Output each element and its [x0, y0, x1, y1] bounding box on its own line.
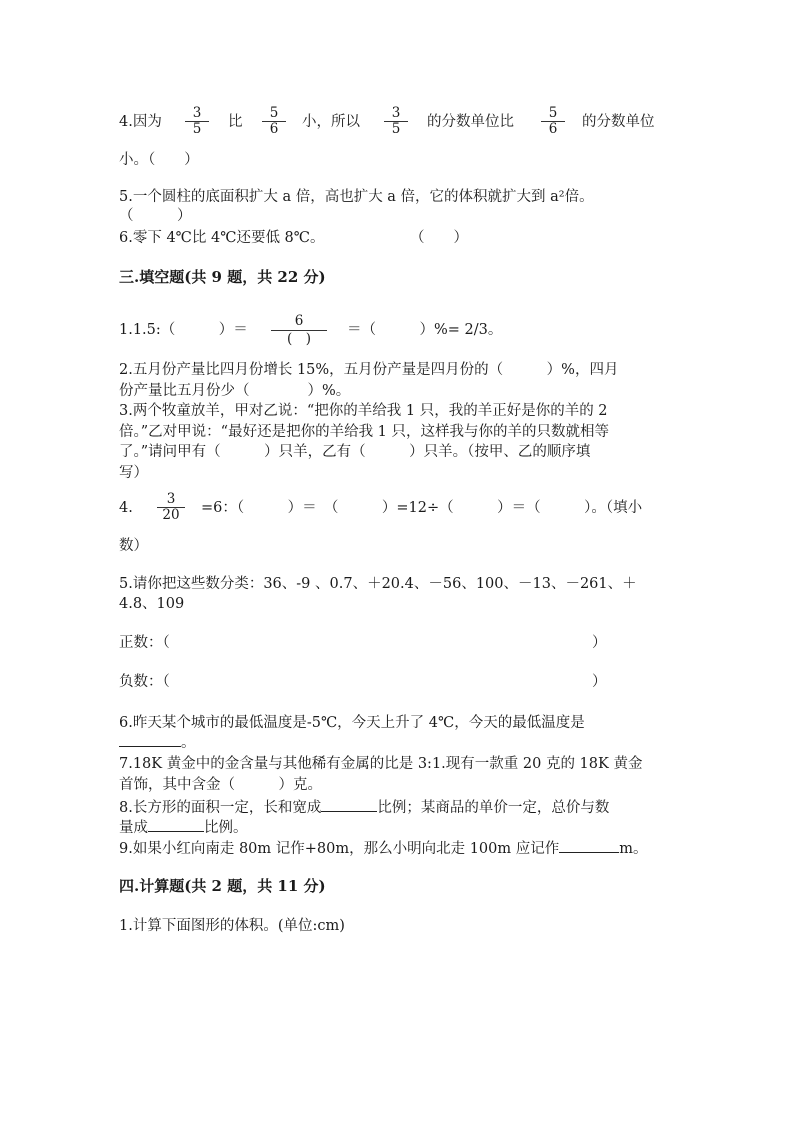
f7-line2: 首饰，其中含金（ ）克。 [119, 777, 322, 793]
q5-line2: （ ） [119, 208, 192, 224]
f3-line1: 3.两个牧童放羊，甲对乙说：“把你的羊给我 1 只，我的羊正好是你的羊的 2 [119, 403, 608, 419]
f1-fraction [271, 313, 327, 348]
denominator: 6 [269, 121, 279, 137]
f5-positive-label: 正数：（ [119, 635, 170, 651]
f4-tail: =6：（ ）＝ （ ）=12÷（ ）＝（ ）。（填小 [201, 500, 643, 516]
q4-lead: 4.因为 [119, 114, 162, 130]
q4-fraction-4 [541, 106, 565, 137]
f3-line4: 写） [119, 465, 148, 481]
f4-lead: 4. [119, 500, 133, 516]
q4-mid: 小，所以 [302, 114, 360, 130]
f8-line2-b: 比例。 [204, 820, 248, 836]
f3-line2: 倍。”乙对甲说：“最好还是把你的羊给我 1 只，这样我与你的羊的只数就相等 [119, 424, 610, 440]
denominator: 20 [162, 507, 180, 523]
f1-tail: ＝（ ）%= 2/3。 [347, 322, 503, 338]
f6-line1: 6.昨天某个城市的最低温度是-5℃，今天上升了 4℃，今天的最低温度是 [119, 715, 585, 731]
numerator: 6 [271, 313, 327, 331]
f5-negative-label: 负数：（ [119, 674, 170, 690]
numerator: 5 [262, 106, 286, 122]
f4-line2: 数） [119, 538, 148, 554]
section-title-fill-in: 三.填空题(共 9 题，共 22 分) [119, 268, 326, 286]
f4-fraction [157, 492, 185, 523]
numerator: 3 [384, 106, 408, 122]
answer-blank[interactable] [559, 838, 619, 853]
f9-text [119, 838, 648, 859]
q4-line2: 小。（ ） [119, 152, 199, 168]
numerator: 3 [185, 106, 209, 122]
f3-line3: 了。”请问甲有（ ）只羊，乙有（ ）只羊。（按甲、乙的顺序填 [119, 444, 591, 460]
f6-line2-tail: 。 [181, 735, 196, 751]
f5-negative-close: ） [592, 674, 607, 690]
f9-text-b: m。 [619, 841, 648, 857]
q4-fraction-1 [185, 106, 209, 137]
f1-lead: 1.1.5:（ ）＝ [119, 322, 248, 338]
q4-tail: 的分数单位 [582, 114, 655, 130]
q6-text: 6.零下 4℃比 4℃还要低 8℃。 [119, 230, 325, 246]
q6-paren: （ ） [410, 230, 468, 246]
f8-line1-b: 比例；某商品的单价一定，总价与数 [377, 800, 610, 816]
answer-blank[interactable] [321, 797, 377, 812]
section-title-calculation: 四.计算题(共 2 题，共 11 分) [119, 877, 326, 895]
answer-blank[interactable] [148, 817, 204, 832]
c1-text: 1.计算下面图形的体积。(单位:cm) [119, 918, 345, 934]
f8-line1-a: 8.长方形的面积一定，长和宽成 [119, 800, 322, 816]
f9-text-a: 9.如果小红向南走 80m 记作+80m，那么小明向北走 100m 应记作 [119, 841, 560, 857]
numerator: 5 [541, 106, 565, 122]
numerator: 3 [157, 492, 185, 508]
f6-line2 [119, 732, 196, 753]
f8-line2 [119, 817, 248, 838]
f2-line1: 2.五月份产量比四月份增长 15%，五月份产量是四月份的（ ）%，四月 [119, 362, 619, 378]
f8-line2-a: 量成 [119, 820, 148, 836]
f8-line1 [119, 797, 609, 818]
f7-line1: 7.18K 黄金中的金含量与其他稀有金属的比是 3:1.现有一款重 20 克的 18K 黄金 [119, 756, 643, 772]
q4-unit-phrase: 的分数单位比 [427, 114, 514, 130]
answer-blank[interactable] [119, 732, 181, 747]
f2-line2: 份产量比五月份少（ ）%。 [119, 383, 351, 399]
f5-line1: 5.请你把这些数分类：36、-9 、0.7、＋20.4、－56、100、－13、－261、＋ [119, 576, 637, 592]
q4-fraction-3 [384, 106, 408, 137]
denominator: ( ) [286, 331, 312, 347]
f5-positive-close: ） [592, 635, 607, 651]
q4-bi: 比 [228, 114, 243, 130]
denominator: 6 [548, 121, 558, 137]
q4-fraction-2 [262, 106, 286, 137]
f5-line2: 4.8、109 [119, 596, 185, 612]
denominator: 5 [192, 121, 202, 137]
q5-line1: 5.一个圆柱的底面积扩大 a 倍，高也扩大 a 倍，它的体积就扩大到 a²倍。 [119, 189, 594, 205]
denominator: 5 [391, 121, 401, 137]
